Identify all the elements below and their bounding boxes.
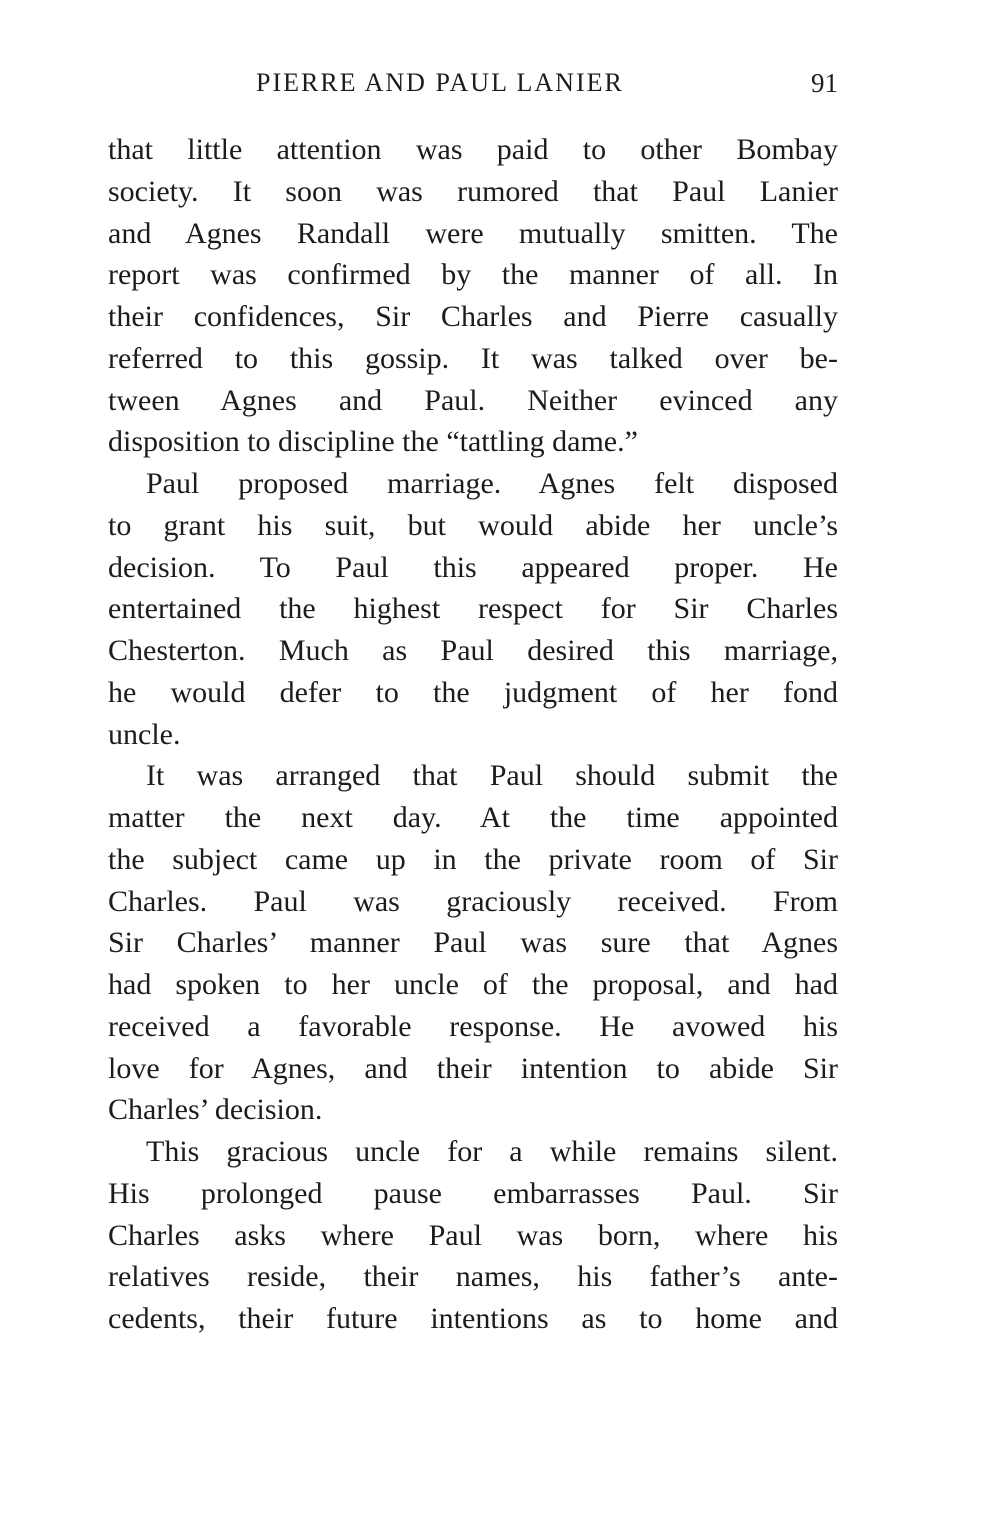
text-line: received a favorable response. He avowed his xyxy=(108,1009,838,1043)
text-line: entertained the highest respect for Sir Charles xyxy=(108,592,838,626)
text-line: uncle. xyxy=(108,717,181,751)
text-line: referred to this gossip. It was talked over be- xyxy=(108,341,838,375)
text-line: disposition to discipline the “tattling dame.” xyxy=(108,425,638,459)
text-line: Charles’ decision. xyxy=(108,1093,323,1127)
text-line: Paul proposed marriage. Agnes felt disposed xyxy=(146,467,838,500)
text-line: This gracious uncle for a while remains silent. xyxy=(146,1135,838,1168)
text-line: society. It soon was rumored that Paul Lanier xyxy=(108,174,838,208)
text-line: he would defer to the judgment of her fond xyxy=(108,675,838,709)
text-line: the subject came up in the private room of Sir xyxy=(108,842,838,876)
text-line: Charles. Paul was graciously received. From xyxy=(108,884,838,918)
text-line: Charles asks where Paul was born, where his xyxy=(108,1218,838,1252)
text-line: Sir Charles’ manner Paul was sure that Agnes xyxy=(108,926,838,960)
text-line: It was arranged that Paul should submit the xyxy=(146,759,838,793)
page-header xyxy=(108,68,838,108)
text-line: cedents, their future intentions as to home and xyxy=(108,1302,838,1335)
text-line: His prolonged pause embarrasses Paul. Sir xyxy=(108,1176,838,1210)
text-line: that little attention was paid to other Bombay xyxy=(108,133,838,166)
running-title: PIERRE AND PAUL LANIER xyxy=(256,68,624,97)
text-line: had spoken to her uncle of the proposal, and had xyxy=(108,968,838,1001)
text-line: tween Agnes and Paul. Neither evinced any xyxy=(108,383,838,417)
text-line: to grant his suit, but would abide her uncle’s xyxy=(108,508,838,542)
text-line: matter the next day. At the time appointed xyxy=(108,801,838,834)
text-line: love for Agnes, and their intention to abide Sir xyxy=(108,1051,838,1085)
text-line: their confidences, Sir Charles and Pierre casually xyxy=(108,300,838,333)
page-number: 91 xyxy=(811,68,838,98)
text-line: report was confirmed by the manner of all. In xyxy=(108,258,838,292)
text-line: decision. To Paul this appeared proper. He xyxy=(108,550,838,584)
body-text xyxy=(108,129,838,1340)
text-line: and Agnes Randall were mutually smitten. The xyxy=(108,216,838,250)
text-line: Chesterton. Much as Paul desired this marriage, xyxy=(108,634,838,667)
text-line: relatives reside, their names, his father’s ante- xyxy=(108,1260,838,1294)
